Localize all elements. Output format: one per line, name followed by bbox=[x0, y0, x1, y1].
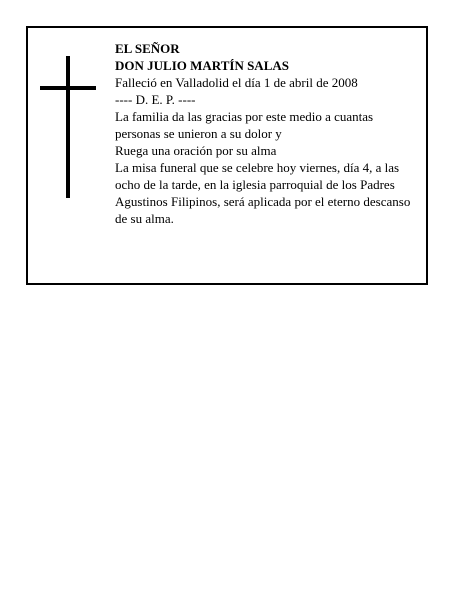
rip-line: ---- D. E. P. ---- bbox=[115, 92, 196, 107]
family-thanks: La familia da las gracias por este medio a cuantas personas se unieron a su dolor y bbox=[115, 109, 374, 141]
obituary-text bbox=[115, 40, 420, 227]
obituary-notice bbox=[26, 26, 428, 285]
deceased-name: DON JULIO MARTÍN SALAS bbox=[115, 58, 289, 73]
death-statement: Falleció en Valladolid el día 1 de abril de 2008 bbox=[115, 75, 358, 90]
funeral-mass-info: La misa funeral que se celebre hoy viernes, día 4, a las ocho de la tarde, en la iglesia parroquial de los Padres Agustinos Filipinos, será aplicada por el eterno descanso de su alma. bbox=[115, 160, 411, 226]
cross-vertical-bar bbox=[66, 56, 70, 198]
prayer-request: Ruega una oración por su alma bbox=[115, 143, 277, 158]
cross-horizontal-bar bbox=[40, 86, 96, 90]
notice-title: EL SEÑOR bbox=[115, 41, 180, 56]
